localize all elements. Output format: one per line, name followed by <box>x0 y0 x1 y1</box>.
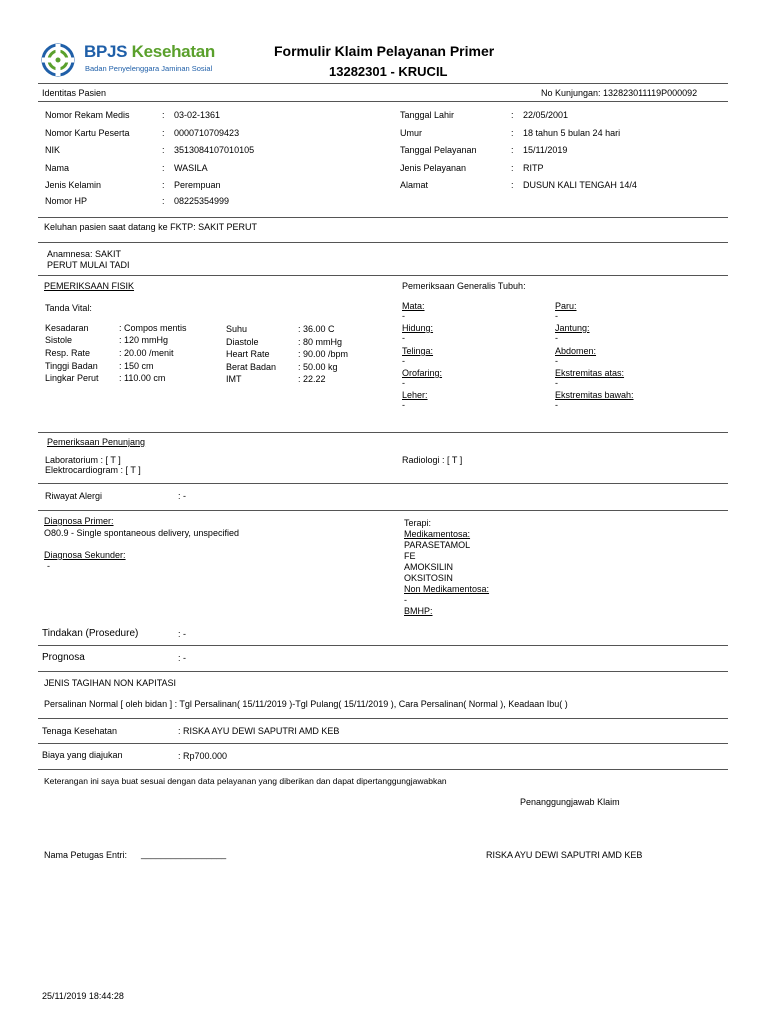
medication-item: OKSITOSIN <box>404 573 453 583</box>
ecg-status: Elektrocardiogram : [ T ] <box>45 465 141 475</box>
divider <box>38 83 728 84</box>
visit-number: No Kunjungan: 132823011119P000092 <box>541 88 698 98</box>
vital-label: IMT <box>226 374 242 384</box>
patient-phone: 08225354999 <box>174 196 230 206</box>
divider <box>38 769 728 770</box>
procedure-label: Tindakan (Prosedure) <box>42 628 139 639</box>
patient-age: 18 tahun 5 bulan 24 hari <box>523 128 621 138</box>
patient-address: DUSUN KALI TENGAH 14/4 <box>523 180 637 190</box>
field-colon: : <box>511 145 514 155</box>
bmhp-label: BMHP: <box>404 606 433 616</box>
entry-officer-label: Nama Petugas Entri: <box>44 850 128 860</box>
field-colon: : <box>162 128 165 138</box>
field-colon: : <box>162 163 165 173</box>
vital-label: Sistole <box>45 335 73 345</box>
divider <box>38 217 728 218</box>
field-label: Umur <box>400 128 422 138</box>
vital-value: : 80 mmHg <box>298 337 343 347</box>
claimed-cost-value: : Rp700.000 <box>178 751 228 761</box>
patient-gender: Perempuan <box>174 180 221 190</box>
general-exam-label: Telinga: <box>402 346 434 356</box>
general-exam-label: Leher: <box>402 390 428 400</box>
field-label: Nama <box>45 163 70 173</box>
divider <box>38 743 728 744</box>
vital-label: Resp. Rate <box>45 348 91 358</box>
vital-label: Heart Rate <box>226 349 270 359</box>
medication-item: PARASETAMOL <box>404 540 471 550</box>
bpjs-emblem-icon <box>40 42 76 78</box>
non-medication-label: Non Medikamentosa: <box>404 584 490 594</box>
medication-item: FE <box>404 551 416 561</box>
general-exam-label: Ekstremitas bawah: <box>555 390 634 400</box>
general-exam-label: Jantung: <box>555 323 590 333</box>
anamnesa-line-1: Anamnesa: SAKIT <box>47 249 122 259</box>
vital-value: : 20.00 /menit <box>119 348 174 358</box>
form-title: Formulir Klaim Pelayanan Primer <box>274 43 495 59</box>
general-exam-value: - <box>555 400 558 410</box>
field-colon: : <box>511 128 514 138</box>
field-colon: : <box>162 145 165 155</box>
prognosis-value: : - <box>178 653 186 663</box>
medication-item: AMOKSILIN <box>404 562 454 572</box>
field-label: Tanggal Lahir <box>400 110 455 120</box>
procedure-value: : - <box>178 629 186 639</box>
divider <box>38 645 728 646</box>
vital-label: Lingkar Perut <box>45 373 99 383</box>
printed-timestamp: 25/11/2019 18:44:28 <box>42 991 124 1001</box>
patient-section-label: Identitas Pasien <box>42 88 107 98</box>
divider <box>38 101 728 102</box>
primary-diagnosis-value: O80.9 - Single spontaneous delivery, unspecified <box>44 528 239 538</box>
logo-subtitle: Badan Penyelenggara Jaminan Sosial <box>85 64 213 73</box>
field-colon: : <box>162 110 165 120</box>
signature-name: RISKA AYU DEWI SAPUTRI AMD KEB <box>486 850 643 860</box>
vital-label: Diastole <box>226 337 259 347</box>
medication-label: Medikamentosa: <box>404 529 471 539</box>
general-exam-value: - <box>402 333 405 343</box>
service-date: 15/11/2019 <box>523 145 568 155</box>
vital-value: : 22.22 <box>298 374 326 384</box>
field-label: Alamat <box>400 180 429 190</box>
billing-heading: JENIS TAGIHAN NON KAPITASI <box>44 678 177 688</box>
vital-value: : 50.00 kg <box>298 362 338 372</box>
complaint-text: Keluhan pasien saat datang ke FKTP: SAKIT PERUT <box>44 222 257 232</box>
secondary-diagnosis-value: - <box>47 561 50 571</box>
therapy-label: Terapi: <box>404 518 432 528</box>
divider <box>38 275 728 276</box>
medical-record-number: 03-02-1361 <box>174 110 221 120</box>
field-label: Jenis Kelamin <box>45 180 102 190</box>
divider <box>38 432 728 433</box>
general-exam-label: Hidung: <box>402 323 434 333</box>
anamnesa-line-2: PERUT MULAI TADI <box>47 260 130 270</box>
divider <box>38 510 728 511</box>
vital-label: Kesadaran <box>45 323 89 333</box>
general-exam-heading: Pemeriksaan Generalis Tubuh: <box>402 281 526 291</box>
laboratory-status: Laboratorium : [ T ] <box>45 455 121 465</box>
birth-date: 22/05/2001 <box>523 110 569 120</box>
claimed-cost-label: Biaya yang diajukan <box>42 750 123 760</box>
field-label: NIK <box>45 145 61 155</box>
secondary-diagnosis-label: Diagnosa Sekunder: <box>44 550 126 560</box>
divider <box>38 718 728 719</box>
statement-text: Keterangan ini saya buat sesuai dengan data pelayanan yang diberikan dan dapat dipertanggungjawabkan <box>44 776 447 786</box>
general-exam-value: - <box>402 311 405 321</box>
vital-label: Tinggi Badan <box>45 361 98 371</box>
entry-officer-blank: _________________ <box>141 849 227 859</box>
supporting-exam-heading: Pemeriksaan Penunjang <box>47 437 146 447</box>
prognosis-label: Prognosa <box>42 652 85 663</box>
patient-name: WASILA <box>174 163 208 173</box>
vital-value: : 120 mmHg <box>119 335 169 345</box>
field-label: Jenis Pelayanan <box>400 163 467 173</box>
general-exam-value: - <box>555 311 558 321</box>
vital-value: : 90.00 /bpm <box>298 349 349 359</box>
vital-value: : 110.00 cm <box>119 373 166 383</box>
general-exam-value: - <box>402 378 405 388</box>
form-subtitle: 13282301 - KRUCIL <box>329 64 448 79</box>
logo-brand: BPJS <box>84 42 128 61</box>
field-colon: : <box>511 163 514 173</box>
vital-value: : 150 cm <box>119 361 154 371</box>
field-label: Nomor Kartu Peserta <box>45 128 130 138</box>
health-staff-label: Tenaga Kesehatan <box>42 726 118 736</box>
general-exam-label: Mata: <box>402 301 425 311</box>
divider <box>38 671 728 672</box>
vital-signs-label: Tanda Vital: <box>45 303 92 313</box>
general-exam-label: Abdomen: <box>555 346 597 356</box>
service-type: RITP <box>523 163 544 173</box>
field-colon: : <box>511 180 514 190</box>
field-colon: : <box>511 110 514 120</box>
general-exam-value: - <box>555 378 558 388</box>
general-exam-value: - <box>402 400 405 410</box>
general-exam-label: Orofaring: <box>402 368 443 378</box>
general-exam-label: Paru: <box>555 301 577 311</box>
physical-exam-heading: PEMERIKSAAN FISIK <box>44 281 135 291</box>
general-exam-value: - <box>402 356 405 366</box>
general-exam-label: Ekstremitas atas: <box>555 368 625 378</box>
divider <box>38 483 728 484</box>
vital-label: Suhu <box>226 324 248 334</box>
field-label: Tanggal Pelayanan <box>400 145 477 155</box>
divider <box>38 242 728 243</box>
member-card-number: 0000710709423 <box>174 128 240 138</box>
general-exam-value: - <box>555 356 558 366</box>
vital-value: : 36.00 C <box>298 324 335 334</box>
radiology-status: Radiologi : [ T ] <box>402 455 463 465</box>
vital-label: Berat Badan <box>226 362 277 372</box>
field-label: Nomor Rekam Medis <box>45 110 130 120</box>
vital-value: : Compos mentis <box>119 323 187 333</box>
general-exam-value: - <box>555 333 558 343</box>
logo-wordmark <box>84 42 215 62</box>
field-colon: : <box>162 196 165 206</box>
non-medication-value: - <box>404 595 407 605</box>
logo-brand-accent: Kesehatan <box>131 42 215 61</box>
bpjs-logo <box>40 40 230 80</box>
allergy-value: : - <box>178 491 186 501</box>
nik-value: 3513084107010105 <box>174 145 255 155</box>
signature-title: Penanggungjawab Klaim <box>520 797 620 807</box>
health-staff-value: : RISKA AYU DEWI SAPUTRI AMD KEB <box>178 726 340 736</box>
field-label: Nomor HP <box>45 196 88 206</box>
field-colon: : <box>162 180 165 190</box>
allergy-label: Riwayat Alergi <box>45 491 103 501</box>
billing-detail: Persalinan Normal [ oleh bidan ] : Tgl Persalinan( 15/11/2019 )-Tgl Pulang( 15/11/2019 ), Cara Persalinan( Normal ), Keadaan Ibu( ) <box>44 699 568 709</box>
primary-diagnosis-label: Diagnosa Primer: <box>44 516 114 526</box>
